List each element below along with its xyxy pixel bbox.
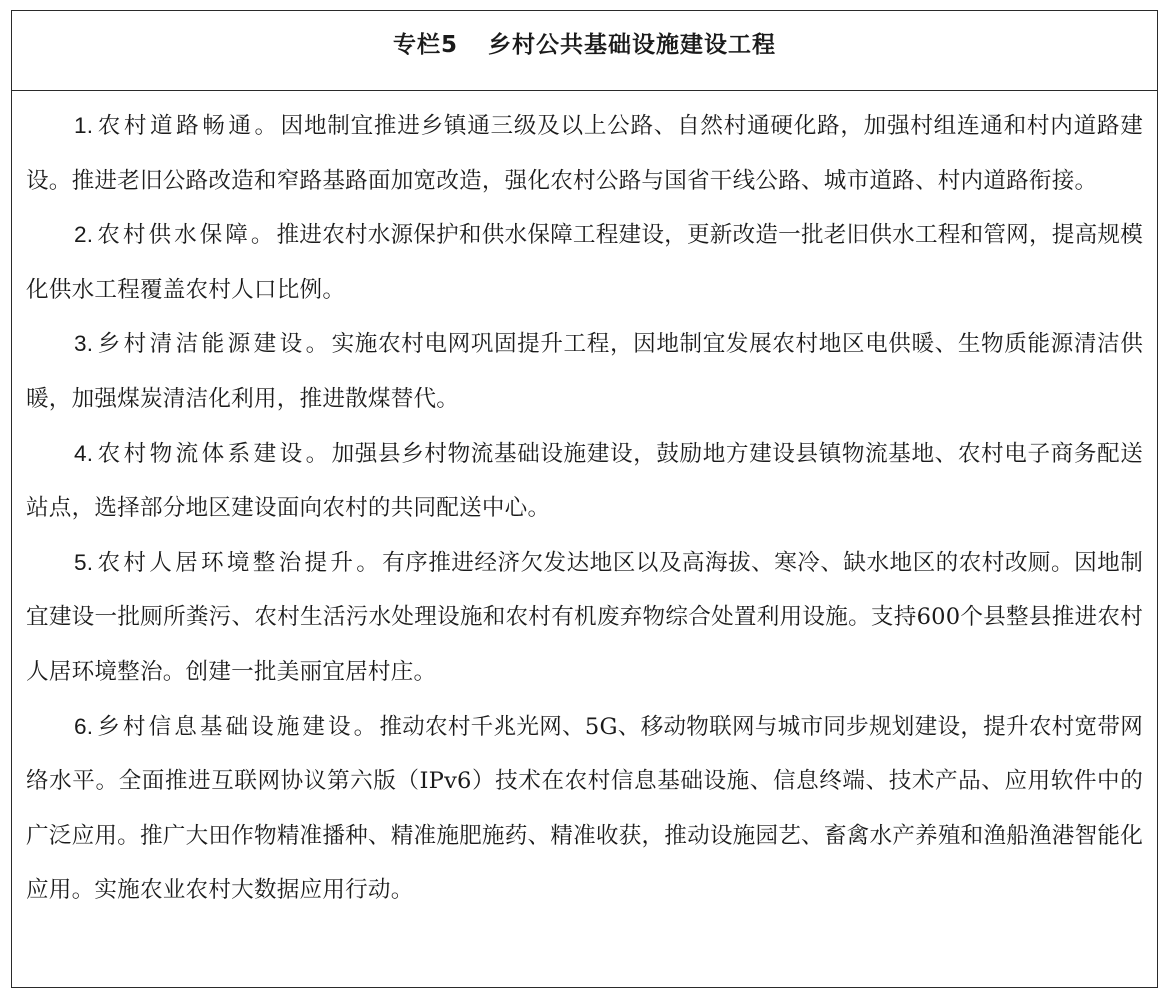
item-body: 因地制宜推进乡镇通三级及以上公路、自然村通硬化路，加强村组连通和村内道路建设。推进老旧公路改造和窄路基路面加宽改造，强化农村公路与国省干线公路、城市道路、村内道路衔接。: [26, 113, 1144, 194]
item-body: 加强县乡村物流基础设施建设，鼓励地方建设县镇物流基地、农村电子商务配送站点，选择部分地区建设面向农村的共同配送中心。: [26, 440, 1144, 522]
item-number: 4.: [74, 440, 94, 466]
item-heading: 乡村信息基础设施建设。: [97, 713, 380, 740]
item-number: 6.: [74, 713, 94, 739]
item-body: 有序推进经济欠发达地区以及高海拔、寒冷、缺水地区的农村改厕。因地制宜建设一批厕所粪污、农村生活污水处理设施和农村有机废弃物综合处置利用设施。支持600个县整县推进农村人居环境整治。创建一批美丽宜居村庄。: [26, 549, 1143, 685]
item-heading: 乡村清洁能源建设。: [97, 331, 332, 358]
item-living-environment: [26, 536, 1143, 700]
column-box: [11, 10, 1158, 988]
item-number: 3.: [74, 331, 94, 357]
item-rural-roads: [26, 99, 1143, 208]
item-heading: 农村供水保障。: [97, 222, 277, 249]
column-title: [393, 26, 776, 59]
item-clean-energy: [26, 317, 1143, 426]
column-header: [12, 11, 1157, 91]
item-water-supply: [26, 208, 1143, 317]
item-information-infrastructure: [26, 700, 1143, 918]
item-body: 推进农村水源保护和供水保障工程建设，更新改造一批老旧供水工程和管网，提高规模化供水工程覆盖农村人口比例。: [26, 222, 1143, 303]
item-heading: 农村人居环境整治提升。: [97, 549, 383, 576]
item-heading: 农村道路畅通。: [97, 113, 281, 139]
column-title-text: 乡村公共基础设施建设工程: [488, 32, 776, 58]
column-tag: 专栏5: [392, 32, 458, 58]
item-body: 推动农村千兆光网、5G、移动物联网与城市同步规划建设，提升农村宽带网络水平。全面推进互联网协议第六版（IPv6）技术在农村信息基础设施、信息终端、技术产品、应用软件中的广泛应用。推广大田作物精准播种、精准施肥施药、精准收获，推动设施园艺、畜禽水产养殖和渔船渔港智能化应用。实施农业农村大数据应用行动。: [26, 713, 1143, 904]
item-number: 2.: [74, 222, 94, 248]
item-number: 1.: [74, 113, 94, 138]
item-number: 5.: [74, 549, 94, 575]
item-heading: 农村物流体系建设。: [97, 440, 332, 467]
column-body: [12, 91, 1157, 918]
item-logistics: [26, 427, 1143, 536]
item-body: 实施农村电网巩固提升工程，因地制宜发展农村地区电供暖、生物质能源清洁供暖，加强煤炭清洁化利用，推进散煤替代。: [26, 331, 1144, 412]
